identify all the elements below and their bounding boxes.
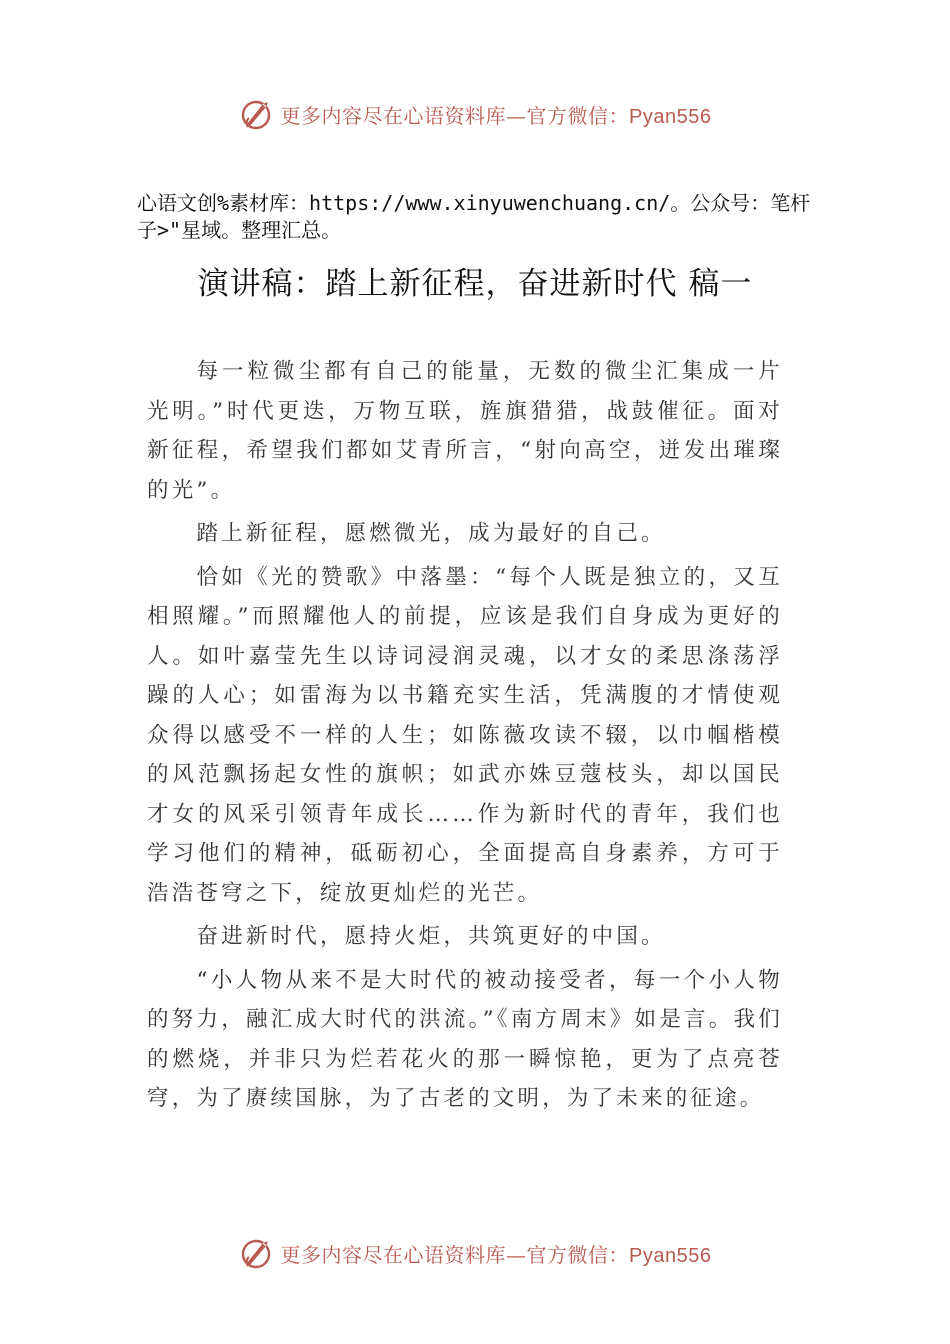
banner-text [281, 100, 712, 129]
footer-banner [0, 1231, 950, 1275]
paragraph-1: 每一粒微尘都有自己的能量，无数的微尘汇集成一片光明。”时代更迭，万物互联，旌旗猎猎，战鼓催征。面对新征程，希望我们都如艾青所言，“射向高空，迸发出璀璨的光”。 [147, 359, 783, 503]
wechat-id: Pyan556 [629, 1244, 712, 1267]
fountain-pen-logo-icon [239, 1235, 275, 1271]
banner-cn-text: 更多内容尽在心语资料库—官方微信： [280, 1242, 630, 1267]
article-body [147, 352, 783, 1123]
wechat-id: Pyan556 [629, 105, 712, 128]
paragraph-5: “小人物从来不是大时代的被动接受者，每一个小人物的努力，融汇成大时代的洪流。”《南方周末》如是言。我们的燃烧，并非只为烂若花火的那一瞬惊艳，更为了点亮苍穹，为了赓续国脉，为了古老的文明，为了未来的征途。 [147, 967, 783, 1111]
paragraph-4: 奋进新时代，愿持火炬，共筑更好的中国。 [196, 924, 666, 949]
paragraph-2: 踏上新征程，愿燃微光，成为最好的自己。 [196, 521, 666, 546]
fountain-pen-logo-icon [239, 96, 275, 132]
banner-cn-text: 更多内容尽在心语资料库—官方微信： [280, 103, 630, 128]
paragraph-3: 恰如《光的赞歌》中落墨：“每个人既是独立的，又互相照耀。”而照耀他人的前提，应该是我们自身成为更好的人。如叶嘉莹先生以诗词浸润灵魂，以才女的柔思涤荡浮躁的人心；如雷海为以书籍充实生活，凭满腹的才情使观众得以感受不一样的人生；如陈薇攻读不辍，以巾帼楷模的风范飘扬起女性的旗帜；如武亦姝豆蔻枝头，却以国民才女的风采引领青年成长……作为新时代的青年，我们也学习他们的精神，砥砺初心，全面提高自身素养，方可于浩浩苍穹之下，绽放更灿烂的光芒。 [147, 564, 783, 906]
header-banner [0, 92, 950, 136]
page-title: 演讲稿：踏上新征程，奋进新时代 稿一 [197, 266, 753, 302]
source-notice: 心语文创%素材库：https://www.xinyuwenchuang.cn/。公众号：笔杆子>"星域。整理汇总。 [137, 191, 811, 242]
banner-text [281, 1239, 712, 1268]
